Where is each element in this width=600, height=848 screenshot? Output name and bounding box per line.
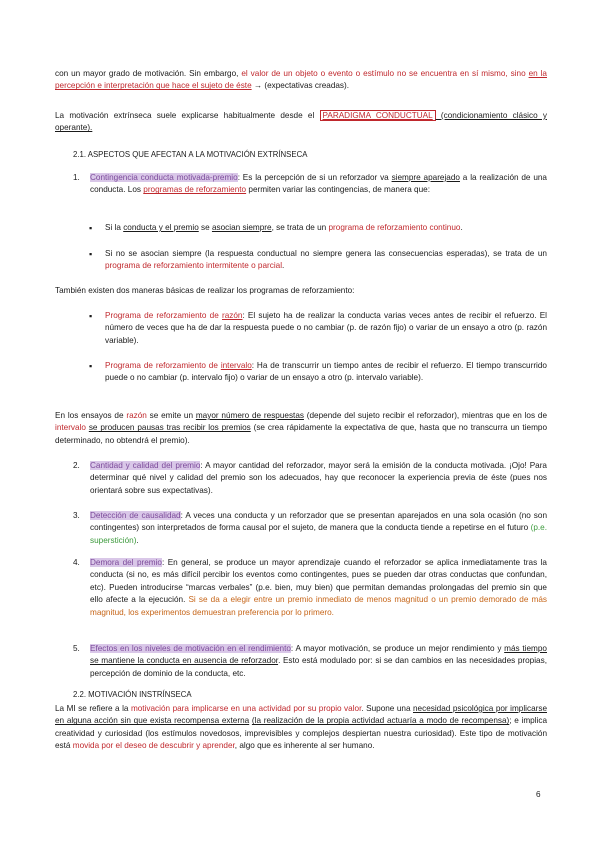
list-number: 5. (73, 644, 80, 653)
bullet-icon: ▪ (89, 311, 93, 321)
bullet-ratio-program (105, 310, 547, 347)
text: conducta y el premio (123, 223, 199, 232)
highlight-text: Programa de reforzamiento de (105, 311, 222, 320)
highlight-text: Programa de reforzamiento de (105, 361, 221, 370)
text: : A mayor cantidad del reforzador, mayor será la emisión de la conducta motivada. ¡Ojo! Para determinar qué nivel y calidad del premio son los adecuados, hay que reconocer la experiencia previa de éste (pues nos orientará sobre sus expectativas). (90, 461, 547, 495)
paragraph-intrinsic (55, 703, 547, 753)
highlight-text: movida por el deseo de descubrir y aprender (72, 741, 235, 751)
bullet-icon: ▪ (89, 223, 93, 233)
highlight-text: razón (221, 311, 243, 320)
text: se producen pausas tras recibir los premios (88, 423, 251, 433)
list-number: 3. (73, 511, 80, 520)
text: (condicionamiento clásico y operante). (55, 111, 547, 133)
text: (depende del sujeto recibir el reforzador), mientras que en los de (303, 411, 547, 420)
list-item-delay (90, 557, 547, 619)
text: siempre aparejado (391, 173, 460, 182)
highlight-text: Si se da a elegir entre un premio inmediato de menos magnitud o un premio demorado de más magnitud, los experimentos demuestran preferencia por lo primero. (90, 595, 547, 617)
bullet-icon: ▪ (89, 361, 93, 371)
text: , algo que es inherente al ser humano. (234, 741, 375, 751)
text: necesidad psicológica por implicarse en alguna acción sin que exista recompensa externa (55, 704, 547, 726)
bullet-icon: ▪ (89, 249, 93, 259)
text: . (136, 535, 139, 545)
paragraph-two-ways: También existen dos maneras básicas de realizar los programas de reforzamiento: (55, 286, 355, 295)
text: : El sujeto ha de realizar la conducta varias veces antes de recibir el refuerzo. El número de veces que ha de dar la respuesta puede o no cambiar (p. de razón fijo) o variar de un ensayo a otro (p. razón variable). (105, 311, 547, 345)
text: → (expectativas creadas). (251, 81, 350, 91)
text: La motivación extrínseca suele explicarse habitualmente desde el (55, 111, 320, 120)
text: . (282, 261, 285, 271)
text: se emite un (146, 411, 196, 420)
text: Si no se asocian siempre (la respuesta conductual no siempre genera las consecuencias esperadas), se trata de un (105, 249, 547, 258)
section-heading-extrinsic: 2.1. ASPECTOS QUE AFECTAN A LA MOTIVACIÓN EXTRÍNSECA (73, 150, 308, 159)
text: En los ensayos de (55, 411, 127, 420)
highlight-text: el valor de un objeto o evento o estímulo no se encuentra en sí mismo, sino (241, 69, 529, 78)
highlight-text: programa de reforzamiento continuo (328, 223, 461, 232)
text: : A mayor motivación, se produce un mejor rendimiento y (290, 644, 505, 653)
highlight-text: programas de reforzamiento (143, 185, 247, 195)
paragraph-expectations (55, 68, 547, 93)
text: más tiempo se mantiene la conducta en ausencia de reforzador (90, 644, 547, 666)
text: : En general, se produce un mayor aprendizaje cuando el reforzador se aplica inmediatamente tras la conducta (si no, es más difícil percibir los eventos como contingentes, pues se pueden dar otras conductas que confundan, etc). Pueden introducirse “marcas verbales” (p.e. bien, muy bien) que permitan demandas prolongadas del premio sin que ello afecte a la ejecución. (90, 558, 547, 605)
text: (la realización de la propia actividad actuaría a modo de recompensa) (251, 716, 510, 726)
bullet-intermittent (105, 248, 547, 273)
highlight-text: motivación para implicarse en una actividad por su propio valor (130, 704, 362, 713)
list-number: 4. (73, 558, 80, 567)
item-title: Efectos en los niveles de motivación en el rendimiento (90, 644, 291, 653)
paragraph-ratio-interval (55, 410, 547, 447)
text: permiten variar las contingencias, de manera que: (246, 185, 430, 195)
text: mayor número de respuestas (195, 411, 304, 420)
text: ; e implica creatividad y curiosidad (los estímulos novedosos, imprevisibles y complejos despiertan nuestra curiosidad). Este tipo de motivación está (55, 716, 548, 751)
list-item-contingency (90, 172, 547, 197)
text: La MI se refiere a la (55, 704, 131, 713)
item-title: Detección de causalidad (90, 511, 181, 520)
text: . Esto está modulado por: si se dan cambios en las necesidades propias, percepción de dominio de la conducta, etc. (90, 656, 547, 678)
list-item-performance (90, 643, 547, 680)
paradigm-box: PARADIGMA CONDUCTUAL (320, 110, 436, 121)
text: . (460, 223, 463, 232)
text: se (198, 223, 212, 232)
text: Si la (105, 223, 124, 232)
text: : A veces una conducta y un reforzador que se presentan aparejados en una sola ocasión (no son contingentes) son interpretados de forma causal por el sujeto, de manera que la conducta tiende a repetirse en el futuro (90, 511, 547, 533)
paragraph-paradigm (55, 110, 547, 135)
highlight-text: razón (126, 411, 147, 420)
bullet-interval-program (105, 360, 547, 385)
text: : Ha de transcurrir un tiempo antes de recibir el refuerzo. El tiempo transcurrido puede o no cambiar (p. intervalo fijo) o variar de un ensayo a otro (p. intervalo variable). (105, 361, 547, 383)
highlight-text: intervalo (220, 361, 252, 370)
item-title: Cantidad y calidad del premio (90, 461, 201, 470)
text: con un mayor grado de motivación. Sin embargo, (55, 69, 242, 78)
list-number: 2. (73, 461, 80, 470)
list-item-quantity-quality (90, 460, 547, 497)
example-text: (p.e. superstición) (90, 523, 547, 545)
highlight-text: intervalo (55, 423, 86, 433)
text: . Supone una (361, 704, 413, 713)
text: , se trata de un (271, 223, 329, 232)
section-heading-intrinsic: 2.2. MOTIVACIÓN INSTRÍNSECA (73, 690, 192, 699)
item-title: Demora del premio (90, 558, 162, 567)
text: (se crea rápidamente la expectativa de que, hasta que no transcurra un tiempo determinado, no obtendrá el premio). (55, 423, 547, 445)
bullet-continuous (105, 222, 547, 234)
highlight-text: programa de reforzamiento intermitente o parcial (105, 261, 283, 271)
item-title: Contingencia conducta motivada-premio (90, 173, 238, 182)
text: : Es la percepción de si un reforzador va (237, 173, 392, 182)
text: asocian siempre (211, 223, 272, 232)
list-number: 1. (73, 173, 80, 182)
page-number: 6 (536, 790, 541, 799)
highlight-text: en la percepción e interpretación que hace el sujeto de éste (55, 69, 547, 91)
list-item-causality (90, 510, 547, 547)
text: a la realización de una conducta. Los (90, 173, 547, 195)
